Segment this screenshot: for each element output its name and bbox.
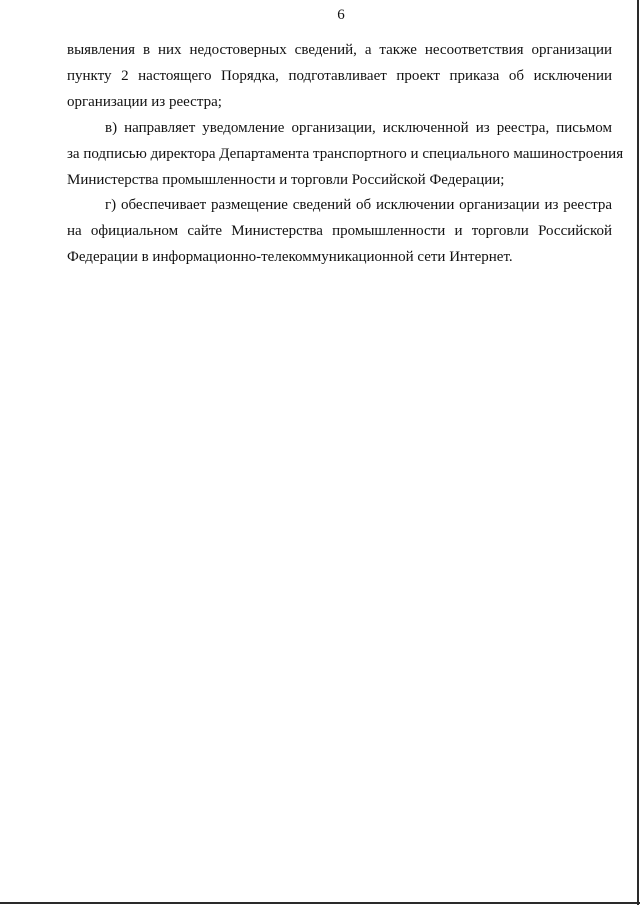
paragraph-item-v-notification xyxy=(67,115,624,193)
text-line: Министерства промышленности и торговли Российской Федерации; xyxy=(67,172,505,188)
page-number: 6 xyxy=(337,7,345,23)
scan-edge-right xyxy=(637,0,639,905)
text-line: за подписью директора Департамента транспортного и специального машиностроения xyxy=(67,146,624,162)
scan-edge-bottom xyxy=(0,902,640,904)
text-line: на официальном сайте Министерства промышленности и торговли Российской xyxy=(67,223,612,239)
text-line: организации из реестра; xyxy=(67,94,222,110)
text-line: в) направляет уведомление организации, исключенной из реестра, письмом xyxy=(105,120,612,136)
paragraph-exclusion-order xyxy=(67,37,612,115)
text-line: пункту 2 настоящего Порядка, подготавливает проект приказа об исключении xyxy=(67,68,612,84)
text-line: выявления в них недостоверных сведений, а также несоответствия организации xyxy=(67,42,612,58)
paragraph-item-g-publication xyxy=(67,192,612,270)
text-line: г) обеспечивает размещение сведений об исключении организации из реестра xyxy=(105,197,612,213)
text-line: Федерации в информационно-телекоммуникационной сети Интернет. xyxy=(67,249,513,265)
